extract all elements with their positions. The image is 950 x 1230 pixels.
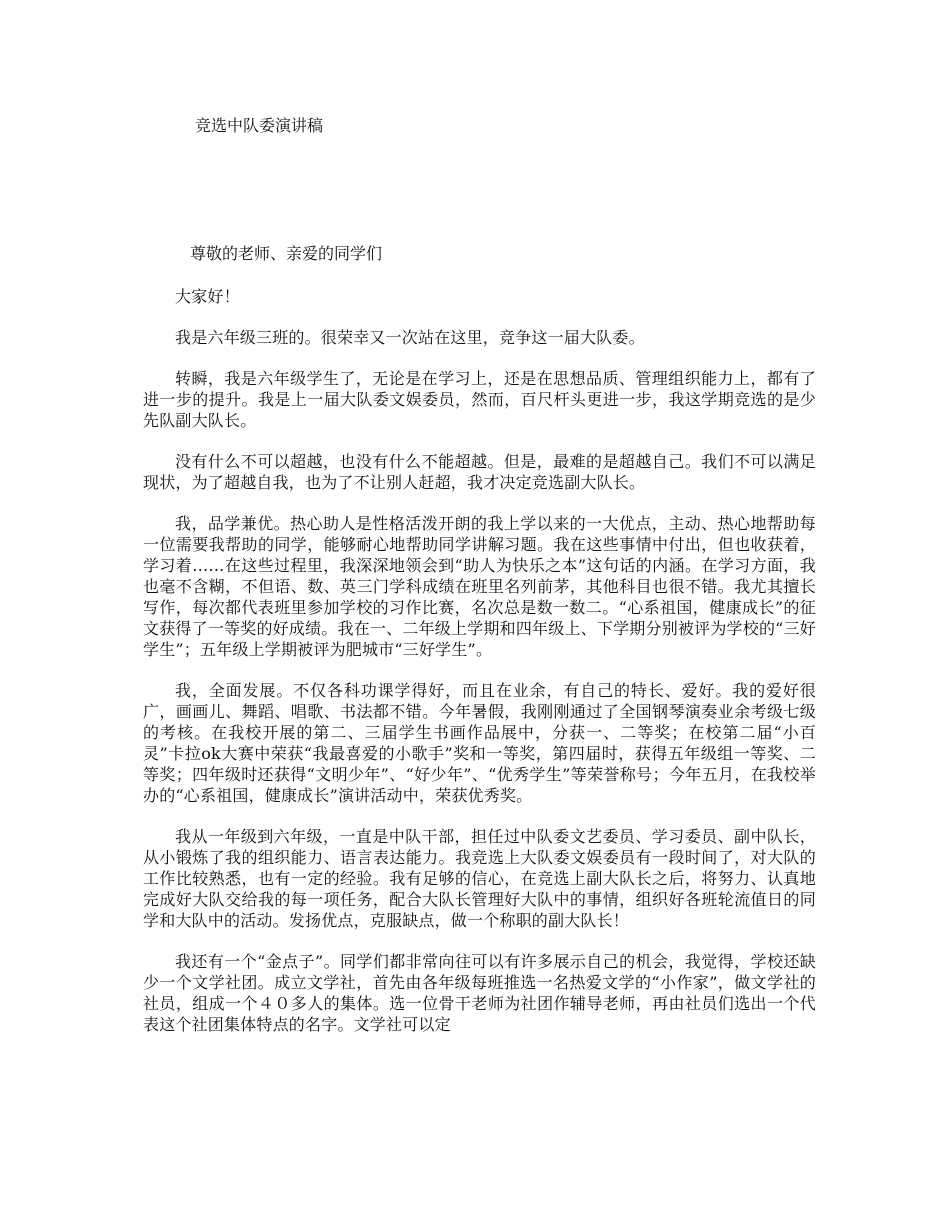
paragraph: 转瞬，我是六年级学生了，无论是在学习上，还是在思想品质、管理组织能力上，都有了进一步的提升。我是上一届大队委文娱委员，然而，百尺杆头更进一步，我这学期竞选的是少先队副大队长。 [143, 369, 816, 430]
paragraph: 我，全面发展。不仅各科功课学得好，而且在业余，有自己的特长、爱好。我的爱好很广，画画儿、舞蹈、唱歌、书法都不错。今年暑假，我刚刚通过了全国钢琴演奏业余考级七级的考核。在我校开展的第二、三届学生书画作品展中，分获一、二等奖；在校第二届“小百灵”卡拉ok大赛中荣获“我最喜爱的小歌手”奖和一等奖，第四届时，获得五年级组一等奖、二等奖；四年级时还获得“文明少年”、“好少年”、“优秀学生”等荣誉称号；今年五月，在我校举办的“心系祖国，健康成长”演讲活动中，荣获优秀奖。 [143, 681, 816, 805]
document-body [143, 286, 816, 1055]
paragraph-greeting: 大家好！ [175, 287, 240, 306]
paragraph-intro: 我是六年级三班的。很荣幸又一次站在这里，竞争这一届大队委。 [175, 328, 645, 347]
document-title: 竞选中队委演讲稿 [195, 116, 324, 135]
paragraph: 我从一年级到六年级，一直是中队干部，担任过中队委文艺委员、学习委员、副中队长，从小锻炼了我的组织能力、语言表达能力。我竞选上大队委文娱委员有一段时间了，对大队的工作比较熟悉，也有一定的经验。我有足够的信心，在竞选上副大队长之后，将努力、认真地完成好大队交给我的每一项任务，配合大队长管理好大队中的事情，组织好各班轮流值日的同学和大队中的活动。发扬优点，克服缺点，做一个称职的副大队长！ [143, 827, 816, 930]
paragraph: 我还有一个“金点子”。同学们都非常向往可以有许多展示自己的机会，我觉得，学校还缺少一个文学社团。成立文学社，首先由各年级每班推选一名热爱文学的“小作家”，做文学社的社员，组成一个４０多人的集体。选一位骨干老师为社团作辅导老师，再由社员们选出一个代表这个社团集体特点的名字。文学社可以定 [143, 952, 816, 1034]
salutation: 尊敬的老师、亲爱的同学们 [190, 244, 383, 263]
paragraph: 我，品学兼优。热心助人是性格活泼开朗的我上学以来的一大优点，主动、热心地帮助每一位需要我帮助的同学，能够耐心地帮助同学讲解习题。我在这些事情中付出，但也收获着，学习着……在这些过程里，我深深地领会到“助人为快乐之本”这句话的内涵。在学习方面，我也毫不含糊，不但语、数、英三门学科成绩在班里名列前茅，其他科目也很不错。我尤其擅长写作，每次都代表班里参加学校的习作比赛，名次总是数一数二。“心系祖国，健康成长”的征文获得了一等奖的好成绩。我在一、二年级上学期和四年级上、下学期分别被评为学校的“三好学生”；五年级上学期被评为肥城市“三好学生”。 [143, 514, 816, 659]
paragraph: 没有什么不可以超越，也没有什么不能超越。但是，最难的是超越自己。我们不可以满足现状，为了超越自我，也为了不让别人赶超，我才决定竞选副大队长。 [143, 452, 816, 492]
